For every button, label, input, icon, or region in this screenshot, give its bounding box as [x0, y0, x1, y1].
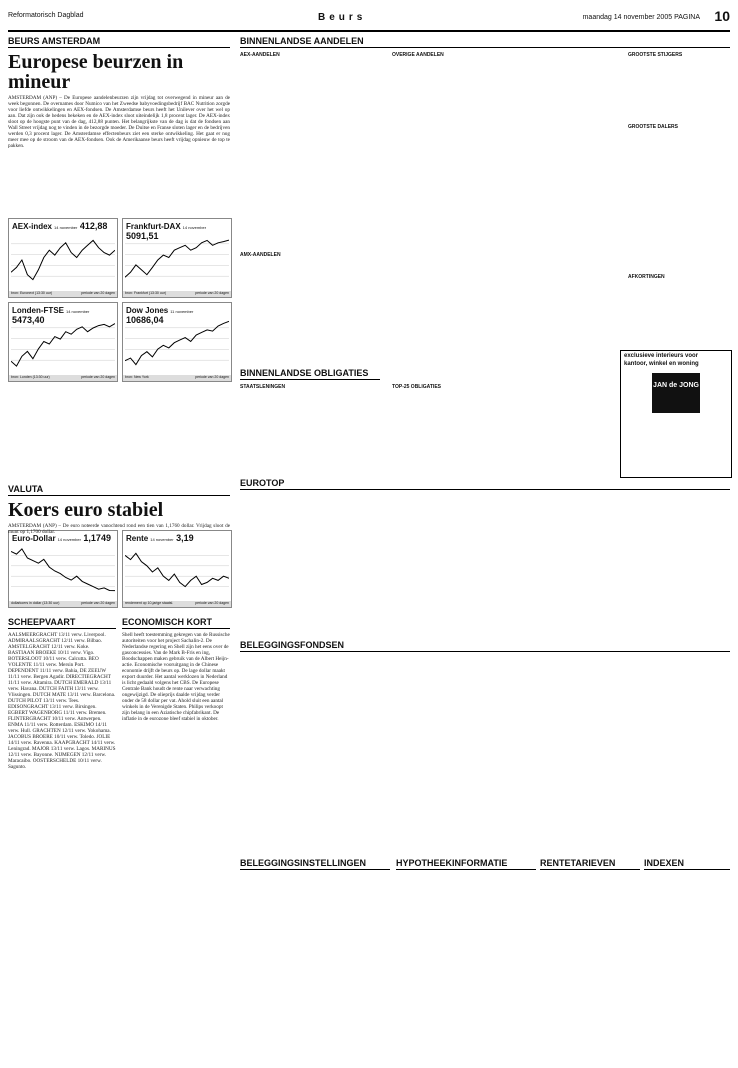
chart-value: 1,1749: [80, 533, 111, 543]
chart-euro-dollar: [8, 530, 118, 608]
fondsen-table-1: [240, 654, 318, 852]
dalers-label: GROOTSTE DALERS: [628, 124, 679, 130]
amx-label: AMX-AANDELEN: [240, 252, 281, 258]
hypotheek-table: [396, 872, 536, 1060]
chart-source: bron: Euronext (13:30 uur): [11, 291, 53, 295]
series-line: [125, 240, 229, 277]
instellingen-table-1: [240, 872, 314, 1060]
section-heading: EUROTOP: [240, 478, 730, 490]
chart-plot: [125, 317, 229, 371]
aex-table: [240, 58, 388, 250]
section-heading: INDEXEN: [644, 858, 730, 870]
chart-value: 3,19: [173, 533, 194, 543]
dalers-table: [628, 130, 730, 270]
article-body: Shell heeft toestemming gekregen van de Russische autoriteiten voor het project Sachalin-2. De Nederlandse regering en Shell zijn het eens over de gasconcessies. Van de Mark B-Fris en ing, Boodschappen maken gebruik van de Albert Heijn-actie. Economische vooruitgang in de Chinese economie drijft de beurs op. De lage dollar maakt export duurder. Het aantal werklozen in Nederland is licht gedaald volgens het CBS. De Europese Centrale Bank houdt de rente naar verwachting ongewijzigd. De olieprijs daalde vrijdag verder onder de 58 dollar per vat. Ahold sluit een aantal winkels in de Verenigde Staten. Philips verkoopt zijn belang in een Aziatische chipfabrikant. De inflatie in de eurozone bleef stabiel in oktober.: [122, 632, 230, 722]
eurotop-table-2: [332, 492, 420, 632]
eurotop-table-3: [424, 492, 500, 632]
chart-period: periode van 20 dagen: [195, 601, 229, 605]
chart-footer: [123, 291, 231, 297]
paper-name: Reformatorisch Dagblad: [8, 12, 84, 19]
chart-title: [12, 221, 107, 231]
indexen-table: [644, 872, 730, 1060]
chart-value: 10686,04: [126, 315, 164, 325]
page-header: [8, 8, 730, 32]
fondsen-table-5: [568, 654, 646, 852]
chart-source: dollarkoers in dollar (13:30 uur): [11, 601, 60, 605]
amx-table: [240, 258, 388, 318]
rente-section: [540, 858, 640, 870]
section-heading: HYPOTHEEKINFORMATIE: [396, 858, 536, 870]
article-body: AMSTERDAM (ANP) – De Europese aandelenbeurzen zijn vrijdag tot overwegend in mineur aan de week begonnen. De overnames door Numico van het Zweedse babyvoedingsbedrijf BAC Nutrition zorgde voor liefde ontwikkelingen en AEX-fondsen. De Amsterdamse beurs heeft het Unilever over het wel op aan. Dat zijn ook de hedens bekeken en de AEX-index sloot uiteindelijk 1,8 procent lager. De AEX-index sloot op de hoogste punt van de dag, 412,88 punten. Het belangrijkste van de dag is dat de fondsen aan Wall Street vrijdag nog te vinden in de bezorgde moeder. De Duitse en Franse sloten lager en de bedrijven werden 0,3 procent lager. De Amsterdamse effectenbeurs ziet een sterke ontwikkeling. Het gaat er nog meer mee op de stroom van de AEX-fondsen. Ook de Amerikaanse beurs heeft vrijdag opnieuw de top te pakken.: [8, 95, 230, 149]
chart-period: periode van 20 dagen: [81, 601, 115, 605]
hypotheek-section: [396, 858, 536, 870]
afkortingen-table: [628, 280, 730, 340]
chart-date: 14 november: [57, 537, 81, 542]
eurotop-section: [240, 478, 730, 490]
eurotop-table-5: [584, 492, 652, 632]
chart-value: 5091,51: [126, 231, 159, 241]
section-heading: BELEGGINGSFONDSEN: [240, 640, 730, 652]
section-heading: BINNENLANDSE OBLIGATIES: [240, 368, 380, 380]
series-line: [11, 240, 115, 279]
chart-name: AEX-index: [12, 222, 53, 231]
top25-table: [392, 390, 510, 474]
page-number: 10: [714, 8, 730, 24]
chart-footer: [123, 375, 231, 381]
chart-plot: [11, 317, 115, 371]
afkortingen-label: AFKORTINGEN: [628, 274, 665, 280]
aandelen-section: [240, 36, 730, 48]
fondsen-section: [240, 640, 730, 652]
advertisement: [620, 350, 732, 478]
staatsleningen-label: STAATSLENINGEN: [240, 384, 286, 390]
chart-rente: [122, 530, 232, 608]
section-heading: ECONOMISCH KORT: [122, 617, 230, 629]
chart-value: 5473,40: [12, 315, 45, 325]
chart-aex-index: [8, 218, 118, 298]
ad-subtitle: kantoor, winkel en woning: [624, 361, 699, 367]
chart-name: Londen-FTSE: [12, 306, 64, 315]
chart-source: rendement op 10-jarige staatsl.: [125, 601, 174, 605]
obligaties-section: [240, 368, 380, 380]
chart-source: bron: Londen (13:30 uur): [11, 375, 50, 379]
section-heading: BELEGGINGSINSTELLINGEN: [240, 858, 390, 870]
top25-table-2: [514, 390, 614, 474]
section-heading: SCHEEPVAART: [8, 617, 116, 629]
chart-dow-jones: [122, 302, 232, 382]
chart-footer: [9, 601, 117, 607]
eurotop-table-1: [240, 492, 328, 632]
eurotop-table-4: [504, 492, 580, 632]
scheepvaart-section: [8, 617, 116, 1067]
chart-source: bron: New York: [125, 375, 149, 379]
chart-name: Euro-Dollar: [12, 534, 56, 543]
chart-date: 14 november: [54, 225, 78, 230]
ad-logo: JAN de JONG: [652, 373, 700, 413]
chart-name: Rente: [126, 534, 149, 543]
instellingen-table-2: [318, 872, 392, 1060]
chart-plot: [11, 233, 115, 287]
indexen-section: [644, 858, 730, 870]
section-heading: BINNENLANDSE AANDELEN: [240, 36, 730, 48]
article-body: AMSTERDAM (ANP) – De euro noteerde vanochtend rond een tien van 1,1760 dollar. Vrijdag sloot de munt op 1,1700 dollar.: [8, 523, 230, 535]
chart-name: Dow Jones: [126, 306, 169, 315]
chart-footer: [9, 291, 117, 297]
stijgers-label: GROOTSTE STIJGERS: [628, 52, 683, 58]
chart-period: periode van 20 dagen: [195, 375, 229, 379]
fondsen-table-2: [322, 654, 400, 852]
stijgers-table: [628, 58, 730, 118]
section-title: Beurs: [318, 12, 367, 23]
chart-period: periode van 20 dagen: [81, 291, 115, 295]
chart-plot: [125, 233, 229, 287]
staatsleningen-table: [240, 390, 384, 474]
chart-source: bron: Frankfurt (13:30 uur): [125, 291, 167, 295]
eurotop-table-6: [656, 492, 730, 632]
overige-label: OVERIGE AANDELEN: [392, 52, 444, 58]
chart-period: periode van 20 dagen: [81, 375, 115, 379]
series-line: [11, 324, 115, 367]
section-heading: VALUTA: [8, 484, 230, 496]
section-heading: RENTETARIEVEN: [540, 858, 640, 870]
article-body: AALSMEERGRACHT 13/11 verw. Liverpool. ADMIRAALSGRACHT 12/11 verw. Bilbao. AMSTELGRACHT 12/11 verw. Koke. BASTIAAN BROEKE 10/11 verw. Vigo. BOTERSLOOT 10/11 verw. Calcutta. BEO VOLENTE 11/11 verw. Mersin Port. DEPENDENT 11/11 verw. Bahia, DE ZEEUW 11/11 verw. Bergen Agadir. DIRECTIEGRACHT 11/11 verw. Altamira. DUTCH EMERALD 13/11 verw. Havana. DUTCH FAITH 13/11 verw. Vlissingen. DUTCH MATE 13/11 verw. Barcelona. DUTCH PILOT 13/11 verw. Tees. EDISONGRACHT 13/11 verw. Birsingen. EGBERT WAGENBORG 11/11 verw. Bremen. FLINTERGRACHT 10/11 verw. Antwerpen. ENMA 11/11 verw. Rotterdam. ESKIMO 14/11 verw. Hull. GRACHTEN 12/11 verw. Yokohama. JACOBUS BROERE 10/11 verw. Toledo. JOLIE 14/11 verw. Ravenna. KAAPGRACHT 14/11 verw. Leningrad. MAJOR 13/11 verw. Lagos. MARINUS 12/11 verw. Bayonne. NIJMEGEN 12/11 verw. Maracaibo. OOSTERSCHELDE 10/11 verw. Sagunto.: [8, 632, 116, 770]
ad-title: exclusieve interieurs voor: [624, 353, 699, 359]
section-heading: BEURS AMSTERDAM: [8, 36, 230, 48]
headline: Europese beurzen in mineur: [8, 51, 184, 93]
chart-footer: [9, 375, 117, 381]
rente-table: [540, 872, 640, 952]
page-date: maandag 14 november 2005 PAGINA: [582, 14, 700, 21]
chart-plot: [125, 545, 229, 597]
fondsen-table-6: [650, 654, 730, 852]
chart-period: periode van 20 dagen: [195, 291, 229, 295]
fondsen-table-4: [486, 654, 564, 852]
aex-label: AEX-AANDELEN: [240, 52, 280, 58]
chart-value: 412,88: [77, 221, 108, 231]
chart-date: 11 november: [170, 309, 194, 314]
chart-frankfurt-dax: [122, 218, 232, 298]
ad-address: [621, 419, 731, 459]
chart-date: 14 november: [182, 225, 207, 230]
instellingen-section: [240, 858, 390, 870]
chart-plot: [11, 545, 115, 597]
series-line: [125, 553, 229, 586]
valuta-section: [8, 484, 230, 535]
beurs-section: [8, 36, 230, 233]
top25-label: TOP-25 OBLIGATIES: [392, 384, 441, 390]
economisch-section: [122, 617, 230, 1067]
overige-table-2: [506, 58, 614, 416]
fondsen-table-3: [404, 654, 482, 852]
chart-name: Frankfurt-DAX: [126, 222, 181, 231]
chart-londen-ftse: [8, 302, 118, 382]
chart-date: 14 november: [66, 309, 90, 314]
chart-footer: [123, 601, 231, 607]
overige-table: [392, 58, 502, 416]
headline: Koers euro stabiel: [8, 499, 164, 521]
chart-date: 14 november: [150, 537, 174, 542]
